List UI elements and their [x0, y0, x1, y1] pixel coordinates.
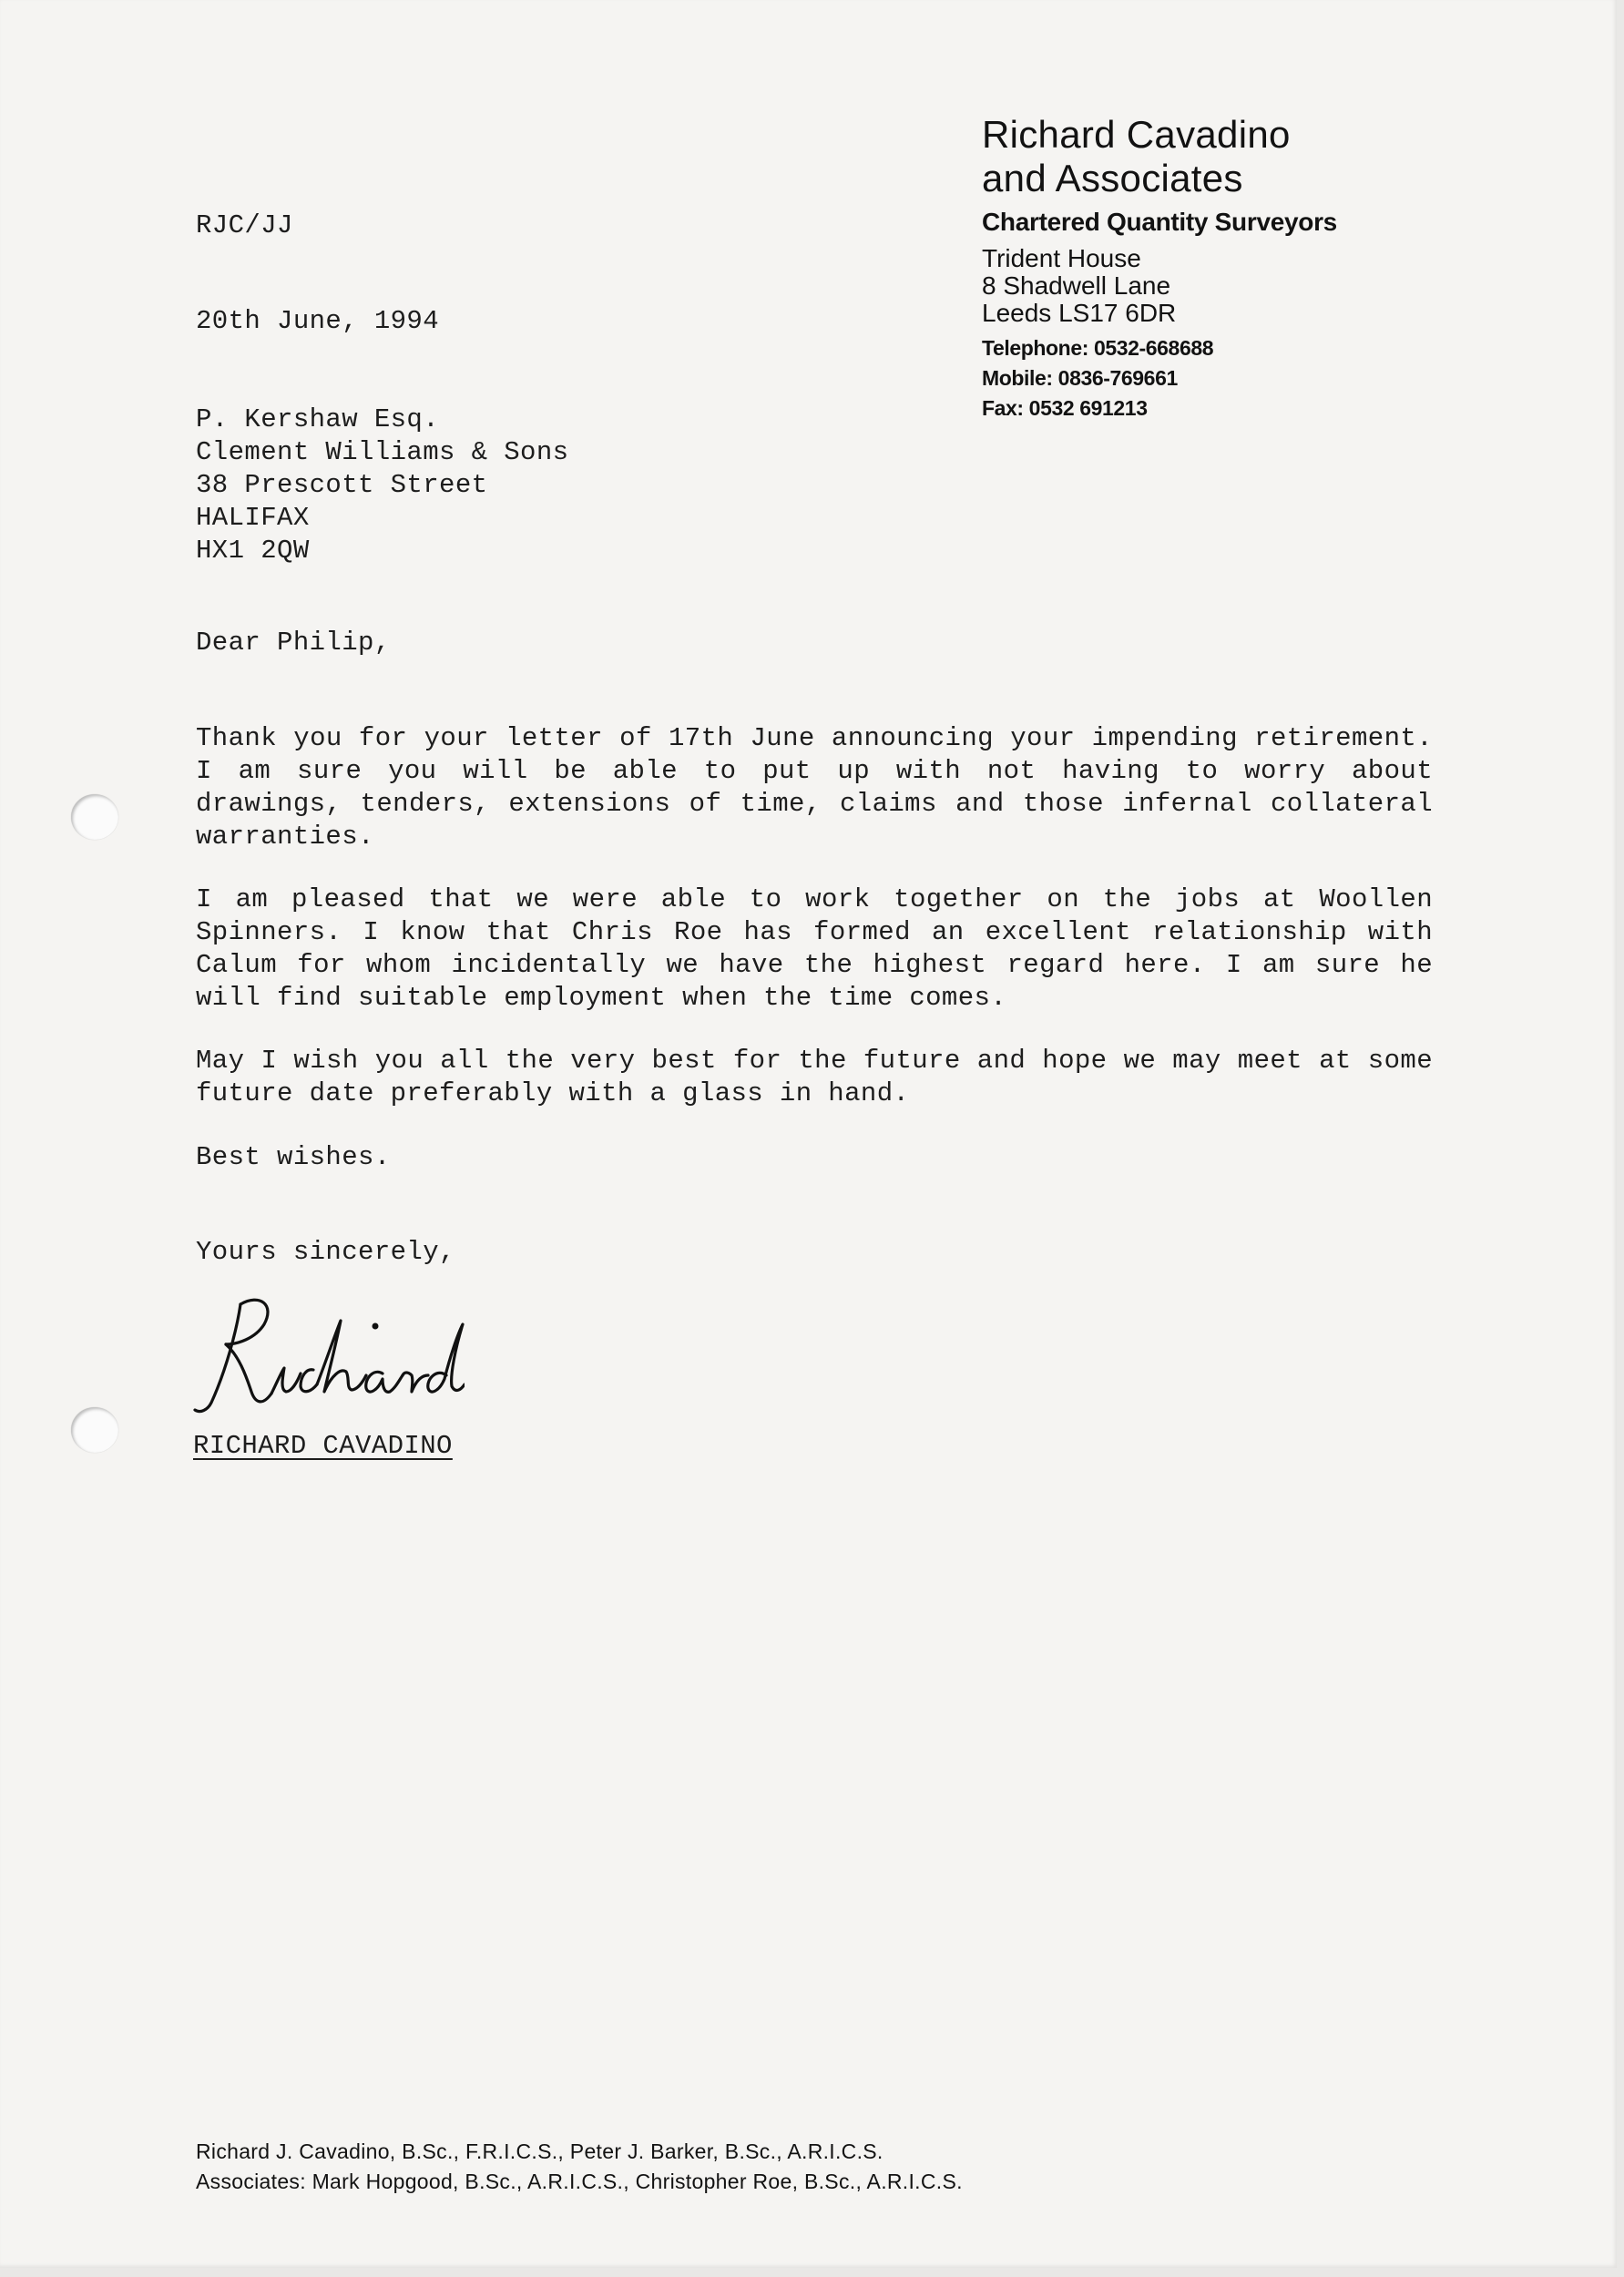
company-name-line1: Richard Cavadino [982, 113, 1291, 156]
company-name [982, 113, 1291, 200]
mobile-number: Mobile: 0836-769661 [982, 366, 1178, 390]
recipient-address [196, 403, 568, 567]
letter-reference: RJC/JJ [196, 210, 293, 240]
letter-date: 20th June, 1994 [196, 306, 440, 336]
telephone-number: Telephone: 0532-668688 [982, 336, 1214, 360]
handwritten-signature [173, 1284, 465, 1421]
company-contacts [982, 333, 1213, 424]
body-paragraph: May I wish you all the very best for the future and hope we may meet at some future date preferably with a glass in hand. [196, 1046, 1433, 1108]
recipient-line: 38 Prescott Street [196, 470, 488, 500]
company-address [982, 245, 1176, 327]
recipient-line: P. Kershaw Esq. [196, 404, 440, 434]
punch-hole [71, 1407, 118, 1453]
best-wishes: Best wishes. [196, 1142, 391, 1172]
recipient-line: Clement Williams & Sons [196, 437, 569, 467]
punch-hole [71, 794, 118, 840]
salutation: Dear Philip, [196, 628, 391, 658]
signer-name: RICHARD CAVADINO [193, 1431, 453, 1461]
company-tagline: Chartered Quantity Surveyors [982, 208, 1337, 236]
fax-number: Fax: 0532 691213 [982, 396, 1148, 420]
company-name-line2: and Associates [982, 157, 1243, 199]
closing: Yours sincerely, [196, 1237, 455, 1267]
address-line: 8 Shadwell Lane [982, 271, 1171, 300]
recipient-line: HALIFAX [196, 503, 310, 533]
recipient-line: HX1 2QW [196, 536, 310, 566]
footer-partners [196, 2137, 963, 2197]
associates-line: Associates: Mark Hopgood, B.Sc., A.R.I.C.S., Christopher Roe, B.Sc., A.R.I.C.S. [196, 2170, 963, 2193]
body-paragraph: I am pleased that we were able to work together on the jobs at Woollen Spinners. I know that Chris Roe has formed an excellent relationship with Calum for whom incidentally we have the highest regard here. I am sure he will find suitable employment when the time comes. [196, 884, 1433, 1013]
body-paragraph: Thank you for your letter of 17th June announcing your impending retirement. I am sure you will be able to put up with not having to worry about drawings, tenders, extensions of time, claims and those infernal collateral warranties. [196, 723, 1433, 852]
address-line: Trident House [982, 244, 1141, 272]
partners-line: Richard J. Cavadino, B.Sc., F.R.I.C.S., Peter J. Barker, B.Sc., A.R.I.C.S. [196, 2139, 883, 2163]
address-line: Leeds LS17 6DR [982, 299, 1177, 327]
